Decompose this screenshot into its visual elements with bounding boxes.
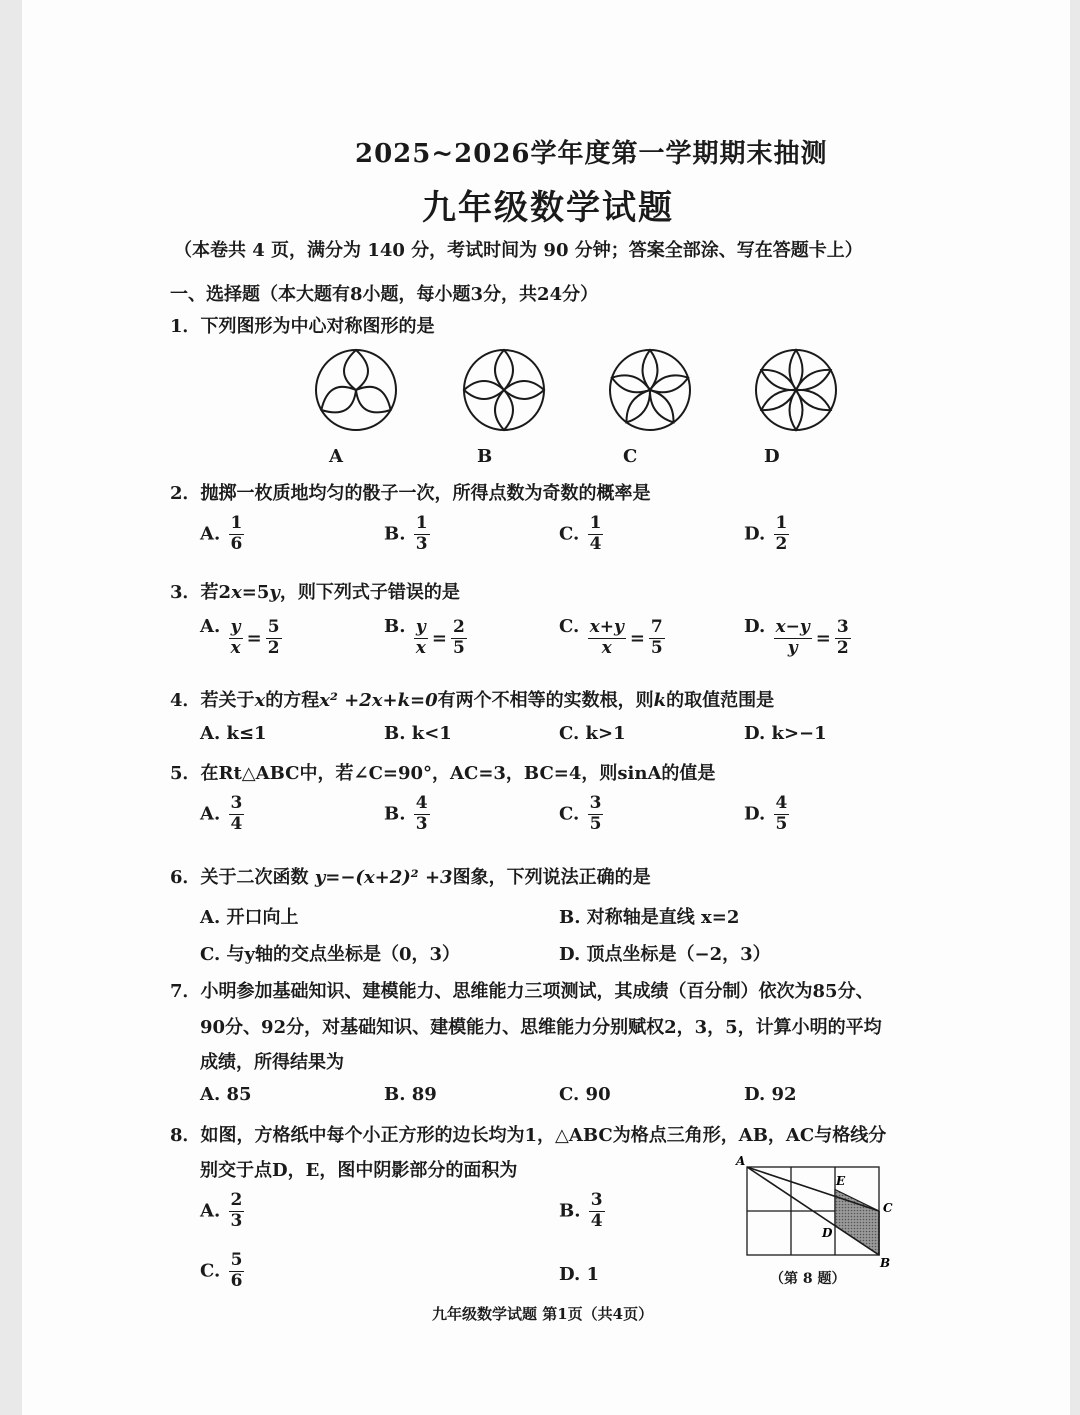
question-2: 2．抛掷一枚质地均匀的骰子一次，所得点数为奇数的概率是 xyxy=(170,483,651,504)
q5-option-d: D. $\frac{4}{5}$ xyxy=(744,793,788,834)
question-1: 1．下列图形为中心对称图形的是 xyxy=(170,316,435,337)
q3-option-d: D. $\frac{x-y}{y}$ = $\frac{3}{2}$ xyxy=(744,616,849,658)
q1-label-d: D xyxy=(764,446,780,467)
section-heading: 一、选择题（本大题有8小题，每小题3分，共24分） xyxy=(170,284,599,305)
exam-note: （本卷共 4 页，满分为 140 分，考试时间为 90 分钟；答案全部涂、写在答题卡上） xyxy=(174,240,863,261)
q6-option-d: D. 顶点坐标是（−2，3） xyxy=(559,944,771,965)
q2-option-b: B. $\frac{1}{3}$ xyxy=(384,513,428,554)
q2-option-a: A. $\frac{1}{6}$ xyxy=(200,513,243,554)
point-c-label: C xyxy=(883,1201,893,1215)
q3-option-c: C. $\frac{x+y}{x}$ = $\frac{7}{5}$ xyxy=(559,616,663,658)
q8-option-c: C. $\frac{5}{6}$ xyxy=(200,1250,243,1291)
question-5: 5．在Rt△ABC中，若∠C=90°，AC=3，BC=4，则sinA的值是 xyxy=(170,763,716,784)
q4-option-d: D. k>−1 xyxy=(744,723,827,744)
q7-option-c: C. 90 xyxy=(559,1084,611,1105)
point-e-label: E xyxy=(836,1174,846,1188)
q7-option-a: A. 85 xyxy=(200,1084,252,1105)
question-8-line-2: 别交于点D，E，图中阴影部分的面积为 xyxy=(200,1160,518,1181)
point-d-label: D xyxy=(822,1226,833,1240)
figure-d-icon xyxy=(756,350,836,430)
figure-c-icon xyxy=(610,350,691,430)
q8-grid-figure xyxy=(730,1152,920,1270)
q1-label-a: A xyxy=(329,446,343,467)
q8-figure-caption: （第 8 题） xyxy=(770,1271,846,1287)
q1-figures xyxy=(272,340,872,440)
q4-option-b: B. k<1 xyxy=(384,723,452,744)
q5-option-a: A. $\frac{3}{4}$ xyxy=(200,793,243,834)
q1-label-b: B xyxy=(477,446,493,467)
q3-option-a: A. $\frac{y}{x}$ = $\frac{5}{2}$ xyxy=(200,616,280,658)
q6-option-a: A. 开口向上 xyxy=(200,907,299,928)
q8-option-d: D. 1 xyxy=(559,1264,600,1285)
figure-a-icon xyxy=(315,350,396,430)
q7-option-d: D. 92 xyxy=(744,1084,797,1105)
q8-option-b: B. $\frac{3}{4}$ xyxy=(559,1190,603,1231)
exam-page xyxy=(22,0,1070,1415)
q3-option-b: B. $\frac{y}{x}$ = $\frac{2}{5}$ xyxy=(384,616,465,658)
point-a-label: A xyxy=(736,1154,746,1168)
q5-option-b: B. $\frac{4}{3}$ xyxy=(384,793,428,834)
q6-option-c: C. 与y轴的交点坐标是（0，3） xyxy=(200,944,461,965)
point-b-label: B xyxy=(880,1256,891,1270)
question-8-line-1: 8．如图，方格纸中每个小正方形的边长均为1，△ABC为格点三角形，AB，AC与格线分 xyxy=(170,1125,887,1146)
q1-label-c: C xyxy=(623,446,638,467)
q6-option-b: B. 对称轴是直线 x=2 xyxy=(559,907,740,928)
q2-option-c: C. $\frac{1}{4}$ xyxy=(559,513,602,554)
q4-option-c: C. k>1 xyxy=(559,723,626,744)
question-6: 6．关于二次函数 y=−(x+2)² +3图象，下列说法正确的是 xyxy=(170,867,651,888)
figure-b-icon xyxy=(464,350,544,430)
q7-option-b: B. 89 xyxy=(384,1084,437,1105)
page-footer: 九年级数学试题 第1页（共4页） xyxy=(432,1305,654,1323)
q2-option-d: D. $\frac{1}{2}$ xyxy=(744,513,788,554)
q5-option-c: C. $\frac{3}{5}$ xyxy=(559,793,602,834)
question-7-line-3: 成绩，所得结果为 xyxy=(200,1052,344,1073)
question-7-line-1: 7．小明参加基础知识、建模能力、思维能力三项测试，其成绩（百分制）依次为85分、 xyxy=(170,981,874,1002)
question-7-line-2: 90分、92分，对基础知识、建模能力、思维能力分别赋权2，3，5，计算小明的平均 xyxy=(200,1017,882,1038)
q8-option-a: A. $\frac{2}{3}$ xyxy=(200,1190,243,1231)
question-4: 4．若关于x的方程x² +2x+k=0有两个不相等的实数根，则k的取值范围是 xyxy=(170,690,775,711)
exam-subtitle: 九年级数学试题 xyxy=(422,188,674,228)
question-3: 3．若2x=5y，则下列式子错误的是 xyxy=(170,582,460,603)
q4-option-a: A. k≤1 xyxy=(200,723,267,744)
exam-title: 2025~2026学年度第一学期期末抽测 xyxy=(355,139,828,169)
